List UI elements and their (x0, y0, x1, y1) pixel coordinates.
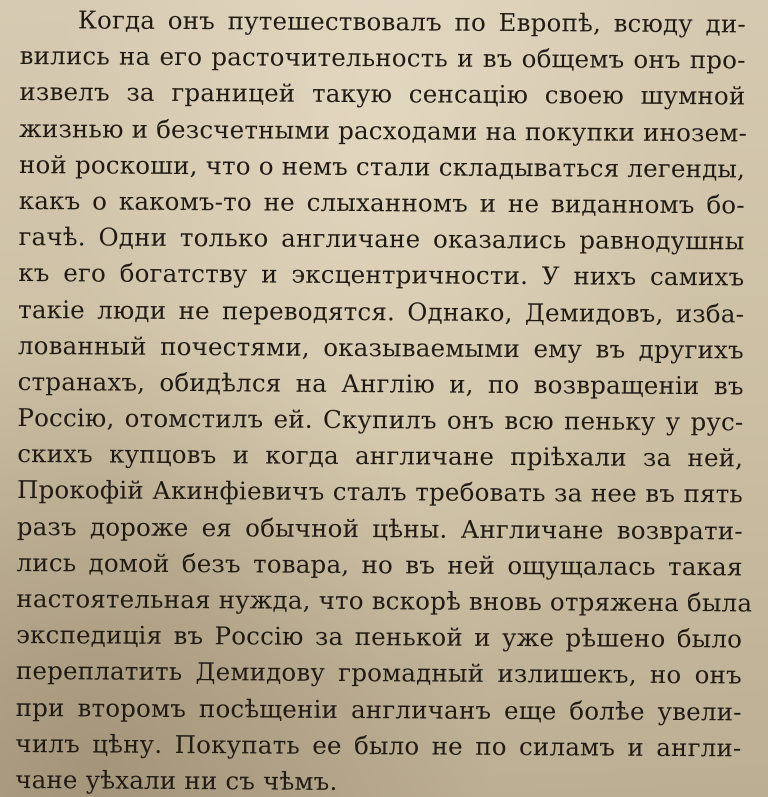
text-line: такіе люди не переводятся. Однако, Демидовъ, изба- (18, 294, 745, 328)
text-line: Россію, отомстилъ ей. Скупилъ онъ всю пеньку у рус- (17, 403, 744, 437)
text-line: чилъ цѣну. Покупать ее было не по силамъ и англи- (15, 728, 742, 763)
paragraph (15, 2, 753, 797)
text-line: переплатить Демидову громадный излишекъ, но онъ (15, 656, 742, 690)
text-line: какъ о какомъ-то не слыханномъ и не виданномъ бо- (18, 185, 745, 220)
text-line: чане уѣхали ни съ чѣмъ. (15, 764, 338, 796)
text-line: ной роскоши, что о немъ стали складываться легенды, (18, 149, 746, 184)
text-line: при второмъ посѣщеніи англичанъ еще болѣе увели- (15, 692, 742, 726)
text-line: Прокофій Акинфіевичъ сталъ требовать за нее въ пять (16, 475, 744, 509)
text-line: вились на его расточительность и въ общемъ онъ про- (19, 41, 746, 75)
text-line: извелъ за границей такую сенсацію своею шумной (19, 77, 746, 111)
text-line: Когда онъ путешествовалъ по Европѣ, всюду ди- (77, 5, 746, 39)
text-line: странахъ, обидѣлся на Англію и, по возвращеніи въ (17, 366, 744, 401)
text-line: экспедиція въ Россію за пенькой и уже рѣшено было (16, 620, 743, 654)
text-line: настоятельная нужда, что вскорѣ вновь отряжена была (16, 583, 753, 618)
text-line: лись домой безъ товара, но въ ней ощущалась такая (16, 547, 743, 582)
text-line: жизнью и безсчетными расходами на покупки инозем- (19, 113, 748, 148)
text-line: скихъ купцовъ и когда англичане пріѣхали за ней, (17, 439, 744, 473)
text-line: лованный почестями, оказываемыми ему въ другихъ (17, 330, 744, 365)
text-line: къ его богатству и эксцентричности. У нихъ самихъ (18, 258, 745, 292)
text-line: гачѣ. Одни только англичане оказались равнодушны (18, 222, 745, 256)
text-line: разъ дороже ея обычной цѣны. Англичане возврати- (16, 511, 743, 546)
